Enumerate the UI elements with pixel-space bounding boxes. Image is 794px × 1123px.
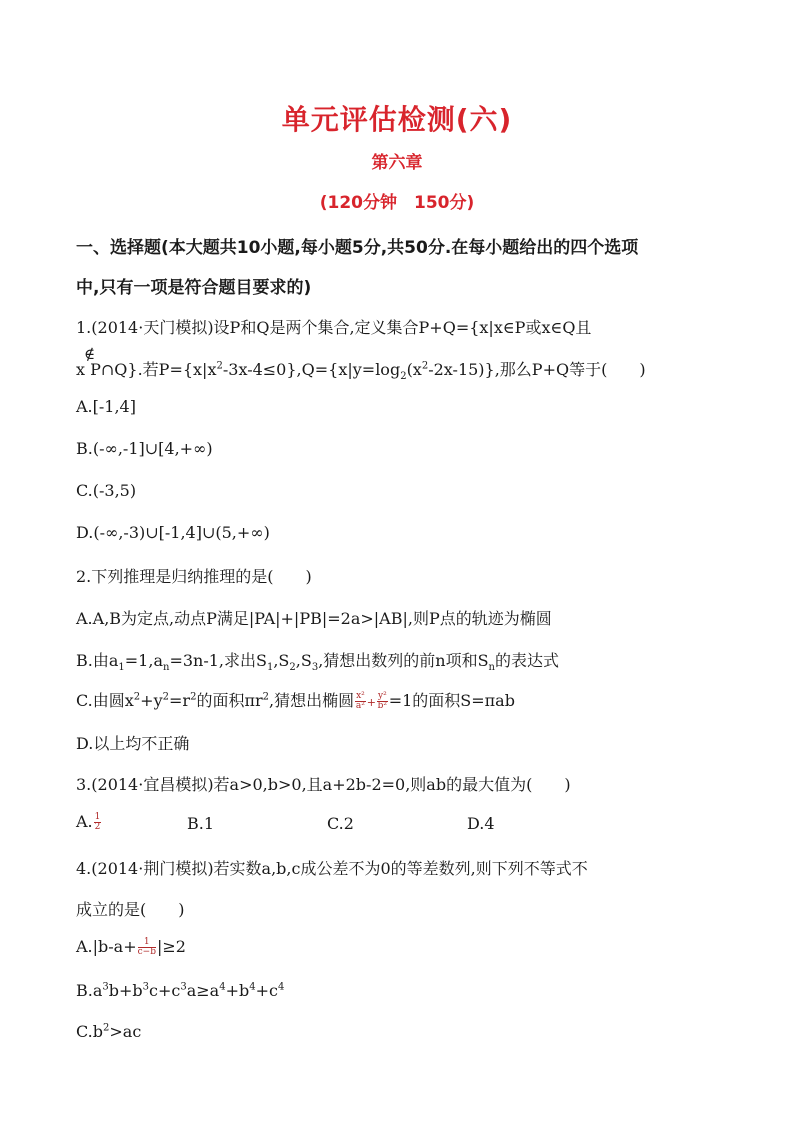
q4b-e5: 4 — [249, 981, 256, 993]
q4c-e1: 2 — [103, 1022, 110, 1034]
q2b-t4: ,S — [273, 651, 290, 670]
q4-stem-line2: 成立的是( ) — [76, 900, 185, 919]
q4a-t1: A.|b-a+ — [76, 937, 137, 956]
q4-option-b — [76, 981, 284, 1000]
q1-text-c: (x — [406, 360, 422, 379]
q1-x: x — [76, 360, 86, 379]
q4b-t2: b+b — [108, 981, 143, 1000]
q2b-t6: ,猜想出数列的前n项和S — [318, 651, 489, 670]
frac-den: a² — [355, 701, 365, 711]
q2b-t2: =1,a — [124, 651, 163, 670]
q1-text-a: P∩Q}.若P={x|x — [90, 360, 217, 379]
q2-option-d: D.以上均不正确 — [76, 734, 190, 753]
q2c-t4: 的面积πr — [196, 691, 263, 710]
q3-option-c: C.2 — [327, 814, 354, 833]
section-heading-line2: 中,只有一项是符合题目要求的) — [76, 278, 312, 298]
q1-option-a: A.[-1,4] — [76, 397, 136, 416]
frac-plus: + — [366, 696, 376, 709]
fraction-x2-a2 — [355, 692, 366, 711]
page-title: 单元评估检测(六) — [281, 103, 513, 136]
q2c-t5: ,猜想出椭圆 — [268, 691, 355, 710]
q1-text-b: -3x-4≤0},Q={x|y=log — [222, 360, 401, 379]
q2c-t6: =1的面积S=πab — [388, 691, 515, 710]
q2b-t5: ,S — [295, 651, 312, 670]
q2-option-c — [76, 688, 515, 711]
not-in-symbol: ∉ — [84, 345, 96, 363]
q2c-e2: 2 — [162, 691, 169, 703]
q1-option-d: D.(-∞,-3)∪[-1,4]∪(5,+∞) — [76, 523, 270, 542]
frac-den: c−b — [137, 947, 156, 957]
q2b-t7: 的表达式 — [495, 651, 560, 670]
q4b-e1: 3 — [102, 981, 109, 993]
q4c-t2: >ac — [109, 1022, 142, 1041]
q4a-t2: |≥2 — [156, 937, 186, 956]
q3-option-d: D.4 — [467, 814, 495, 833]
frac-num: y² — [377, 691, 387, 701]
q4-option-c — [76, 1022, 141, 1041]
q1-sup-a: 2 — [216, 360, 223, 372]
q1-option-c: C.(-3,5) — [76, 481, 137, 500]
q2c-t2: +y — [140, 691, 163, 710]
q2b-s5: 3 — [311, 662, 319, 674]
q2b-t1: B.由a — [76, 651, 119, 670]
q2-option-a: A.A,B为定点,动点P满足|PA|+|PB|=2a>|AB|,则P点的轨迹为椭圆 — [76, 609, 552, 628]
q4b-e4: 4 — [219, 981, 226, 993]
section-heading-line1: 一、选择题(本大题共10小题,每小题5分,共50分.在每小题给出的四个选项 — [76, 238, 639, 258]
frac-num: x² — [356, 691, 365, 701]
q1-option-b: B.(-∞,-1]∪[4,+∞) — [76, 439, 213, 458]
frac-num: 1 — [138, 938, 156, 948]
fraction-one-half — [94, 813, 102, 832]
q4b-t4: a≥a — [186, 981, 220, 1000]
q2b-s2: n — [162, 662, 170, 674]
q1-stem-line1: 1.(2014·天门模拟)设P和Q是两个集合,定义集合P+Q={x|x∈P或x∈Q且 — [76, 318, 592, 337]
q3-stem: 3.(2014·宜昌模拟)若a>0,b>0,且a+2b-2=0,则ab的最大值为( ) — [76, 775, 571, 794]
q4-stem-line1: 4.(2014·荆门模拟)若实数a,b,c成公差不为0的等差数列,则下列不等式不 — [76, 859, 588, 878]
q4b-e2: 3 — [142, 981, 150, 993]
q1-stem-line2 — [76, 345, 646, 383]
q4b-t3: c+c — [149, 981, 181, 1000]
q2b-s1: 1 — [118, 662, 125, 674]
q2b-s3: 1 — [266, 662, 274, 674]
q1-sup-b: 2 — [421, 360, 429, 372]
q3-option-b: B.1 — [187, 814, 215, 833]
q2c-e4: 2 — [262, 691, 269, 703]
q2b-s6: n — [488, 662, 495, 674]
fraction-y2-b2 — [377, 692, 388, 711]
time-score: (120分钟 150分) — [319, 193, 475, 213]
q2b-s4: 2 — [289, 662, 296, 674]
fraction-one-over-c-minus-b — [138, 938, 156, 957]
q4b-e3: 3 — [180, 981, 187, 993]
q4b-e6: 4 — [278, 981, 285, 993]
chapter-subtitle: 第六章 — [371, 153, 423, 173]
frac-den: b² — [377, 701, 388, 711]
frac-den: 2 — [94, 822, 101, 832]
q1-sub: 2 — [400, 371, 407, 383]
q4b-t5: +b — [225, 981, 250, 1000]
q3-option-a — [76, 812, 102, 832]
q4b-t1: B.a — [76, 981, 103, 1000]
q2-option-b — [76, 648, 560, 674]
q2c-t1: C.由圆x — [76, 691, 134, 710]
q2-stem: 2.下列推理是归纳推理的是( ) — [76, 567, 312, 586]
q4c-t1: C.b — [76, 1022, 103, 1041]
q2b-t3: =3n-1,求出S — [169, 651, 267, 670]
q4-option-a — [76, 937, 186, 957]
q1-text-d: -2x-15)},那么P+Q等于( ) — [428, 360, 646, 379]
q2c-t3: =r — [169, 691, 191, 710]
q2c-e1: 2 — [133, 691, 141, 703]
q4b-t6: +c — [255, 981, 278, 1000]
q2c-e3: 2 — [190, 691, 197, 703]
q3a-label: A. — [76, 812, 93, 831]
frac-num: 1 — [94, 812, 101, 822]
